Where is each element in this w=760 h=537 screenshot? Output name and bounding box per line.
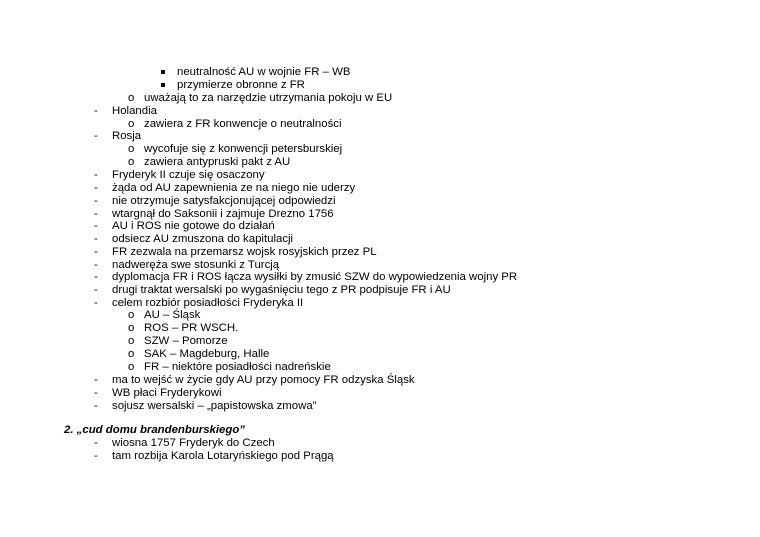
list-item: AU – Śląsk bbox=[144, 309, 201, 321]
list-marker: - bbox=[94, 169, 98, 181]
list-marker: - bbox=[94, 220, 98, 232]
list-marker: - bbox=[94, 284, 98, 296]
list-marker: - bbox=[94, 374, 98, 386]
list-item: odsiecz AU zmuszona do kapitulacji bbox=[112, 233, 294, 245]
square-bullet-icon bbox=[161, 70, 165, 74]
list-marker: o bbox=[128, 92, 135, 104]
list-marker: o bbox=[128, 361, 135, 373]
list-item: FR – niektóre posiadłości nadreńskie bbox=[144, 361, 331, 373]
list-marker: - bbox=[94, 246, 98, 258]
list-marker: o bbox=[128, 335, 135, 347]
list-item: sojusz wersalski – „papistowska zmowa” bbox=[112, 400, 317, 412]
list-item: zawiera z FR konwencje o neutralności bbox=[144, 118, 342, 130]
list-item: tam rozbija Karola Lotaryńskiego pod Prągą bbox=[112, 450, 334, 462]
list-marker: - bbox=[94, 259, 98, 271]
list-marker: - bbox=[94, 208, 98, 220]
list-marker: - bbox=[94, 182, 98, 194]
list-item: Rosja bbox=[112, 130, 142, 142]
list-item: SZW – Pomorze bbox=[144, 335, 228, 347]
list-item: wiosna 1757 Fryderyk do Czech bbox=[112, 437, 275, 449]
list-marker: - bbox=[94, 195, 98, 207]
list-item: AU i ROS nie gotowe do działań bbox=[112, 220, 275, 232]
list-marker: o bbox=[128, 322, 135, 334]
list-item: wtargnął do Saksonii i zajmuje Drezno 1756 bbox=[112, 208, 334, 220]
list-item: ROS – PR WSCH. bbox=[144, 322, 239, 334]
list-marker: - bbox=[94, 387, 98, 399]
list-item: celem rozbiór posiadłości Fryderyka II bbox=[112, 297, 304, 309]
list-item: drugi traktat wersalski po wygaśnięciu tego z PR podpisuje FR i AU bbox=[112, 284, 451, 296]
section-heading: 2. „cud domu brandenburskiego” bbox=[64, 424, 246, 436]
list-marker: o bbox=[128, 348, 135, 360]
list-marker: o bbox=[128, 156, 135, 168]
list-item: nie otrzymuje satysfakcjonującej odpowiedzi bbox=[112, 195, 336, 207]
list-item: zawiera antypruski pakt z AU bbox=[144, 156, 291, 168]
list-marker: o bbox=[128, 143, 135, 155]
list-marker: o bbox=[128, 309, 135, 321]
list-marker: o bbox=[128, 118, 135, 130]
list-item: przymierze obronne z FR bbox=[177, 79, 305, 91]
list-item: Holandia bbox=[112, 105, 157, 117]
list-item: dyplomacja FR i ROS łącza wysiłki by zmusić SZW do wypowiedzenia wojny PR bbox=[112, 271, 518, 283]
list-marker: - bbox=[94, 105, 98, 117]
list-item: SAK – Magdeburg, Halle bbox=[144, 348, 270, 360]
list-marker: - bbox=[94, 233, 98, 245]
list-item: FR zezwala na przemarsz wojsk rosyjskich przez PL bbox=[112, 246, 377, 258]
list-item: uważają to za narzędzie utrzymania pokoju w EU bbox=[144, 92, 393, 104]
list-item: ma to wejść w życie gdy AU przy pomocy FR odzyska Śląsk bbox=[112, 374, 415, 386]
list-item: neutralność AU w wojnie FR – WB bbox=[177, 66, 351, 78]
square-bullet-icon bbox=[161, 83, 165, 87]
list-marker: - bbox=[94, 130, 98, 142]
list-marker: - bbox=[94, 400, 98, 412]
list-marker: - bbox=[94, 450, 98, 462]
list-item: Fryderyk II czuje się osaczony bbox=[112, 169, 265, 181]
list-marker: - bbox=[94, 437, 98, 449]
list-item: wycofuje się z konwencji petersburskiej bbox=[144, 143, 343, 155]
list-item: żąda od AU zapewnienia ze na niego nie uderzy bbox=[112, 182, 356, 194]
list-item: WB płaci Fryderykowi bbox=[112, 387, 222, 399]
list-marker: - bbox=[94, 297, 98, 309]
list-item: nadweręża swe stosunki z Turcją bbox=[112, 259, 280, 271]
list-marker: - bbox=[94, 271, 98, 283]
